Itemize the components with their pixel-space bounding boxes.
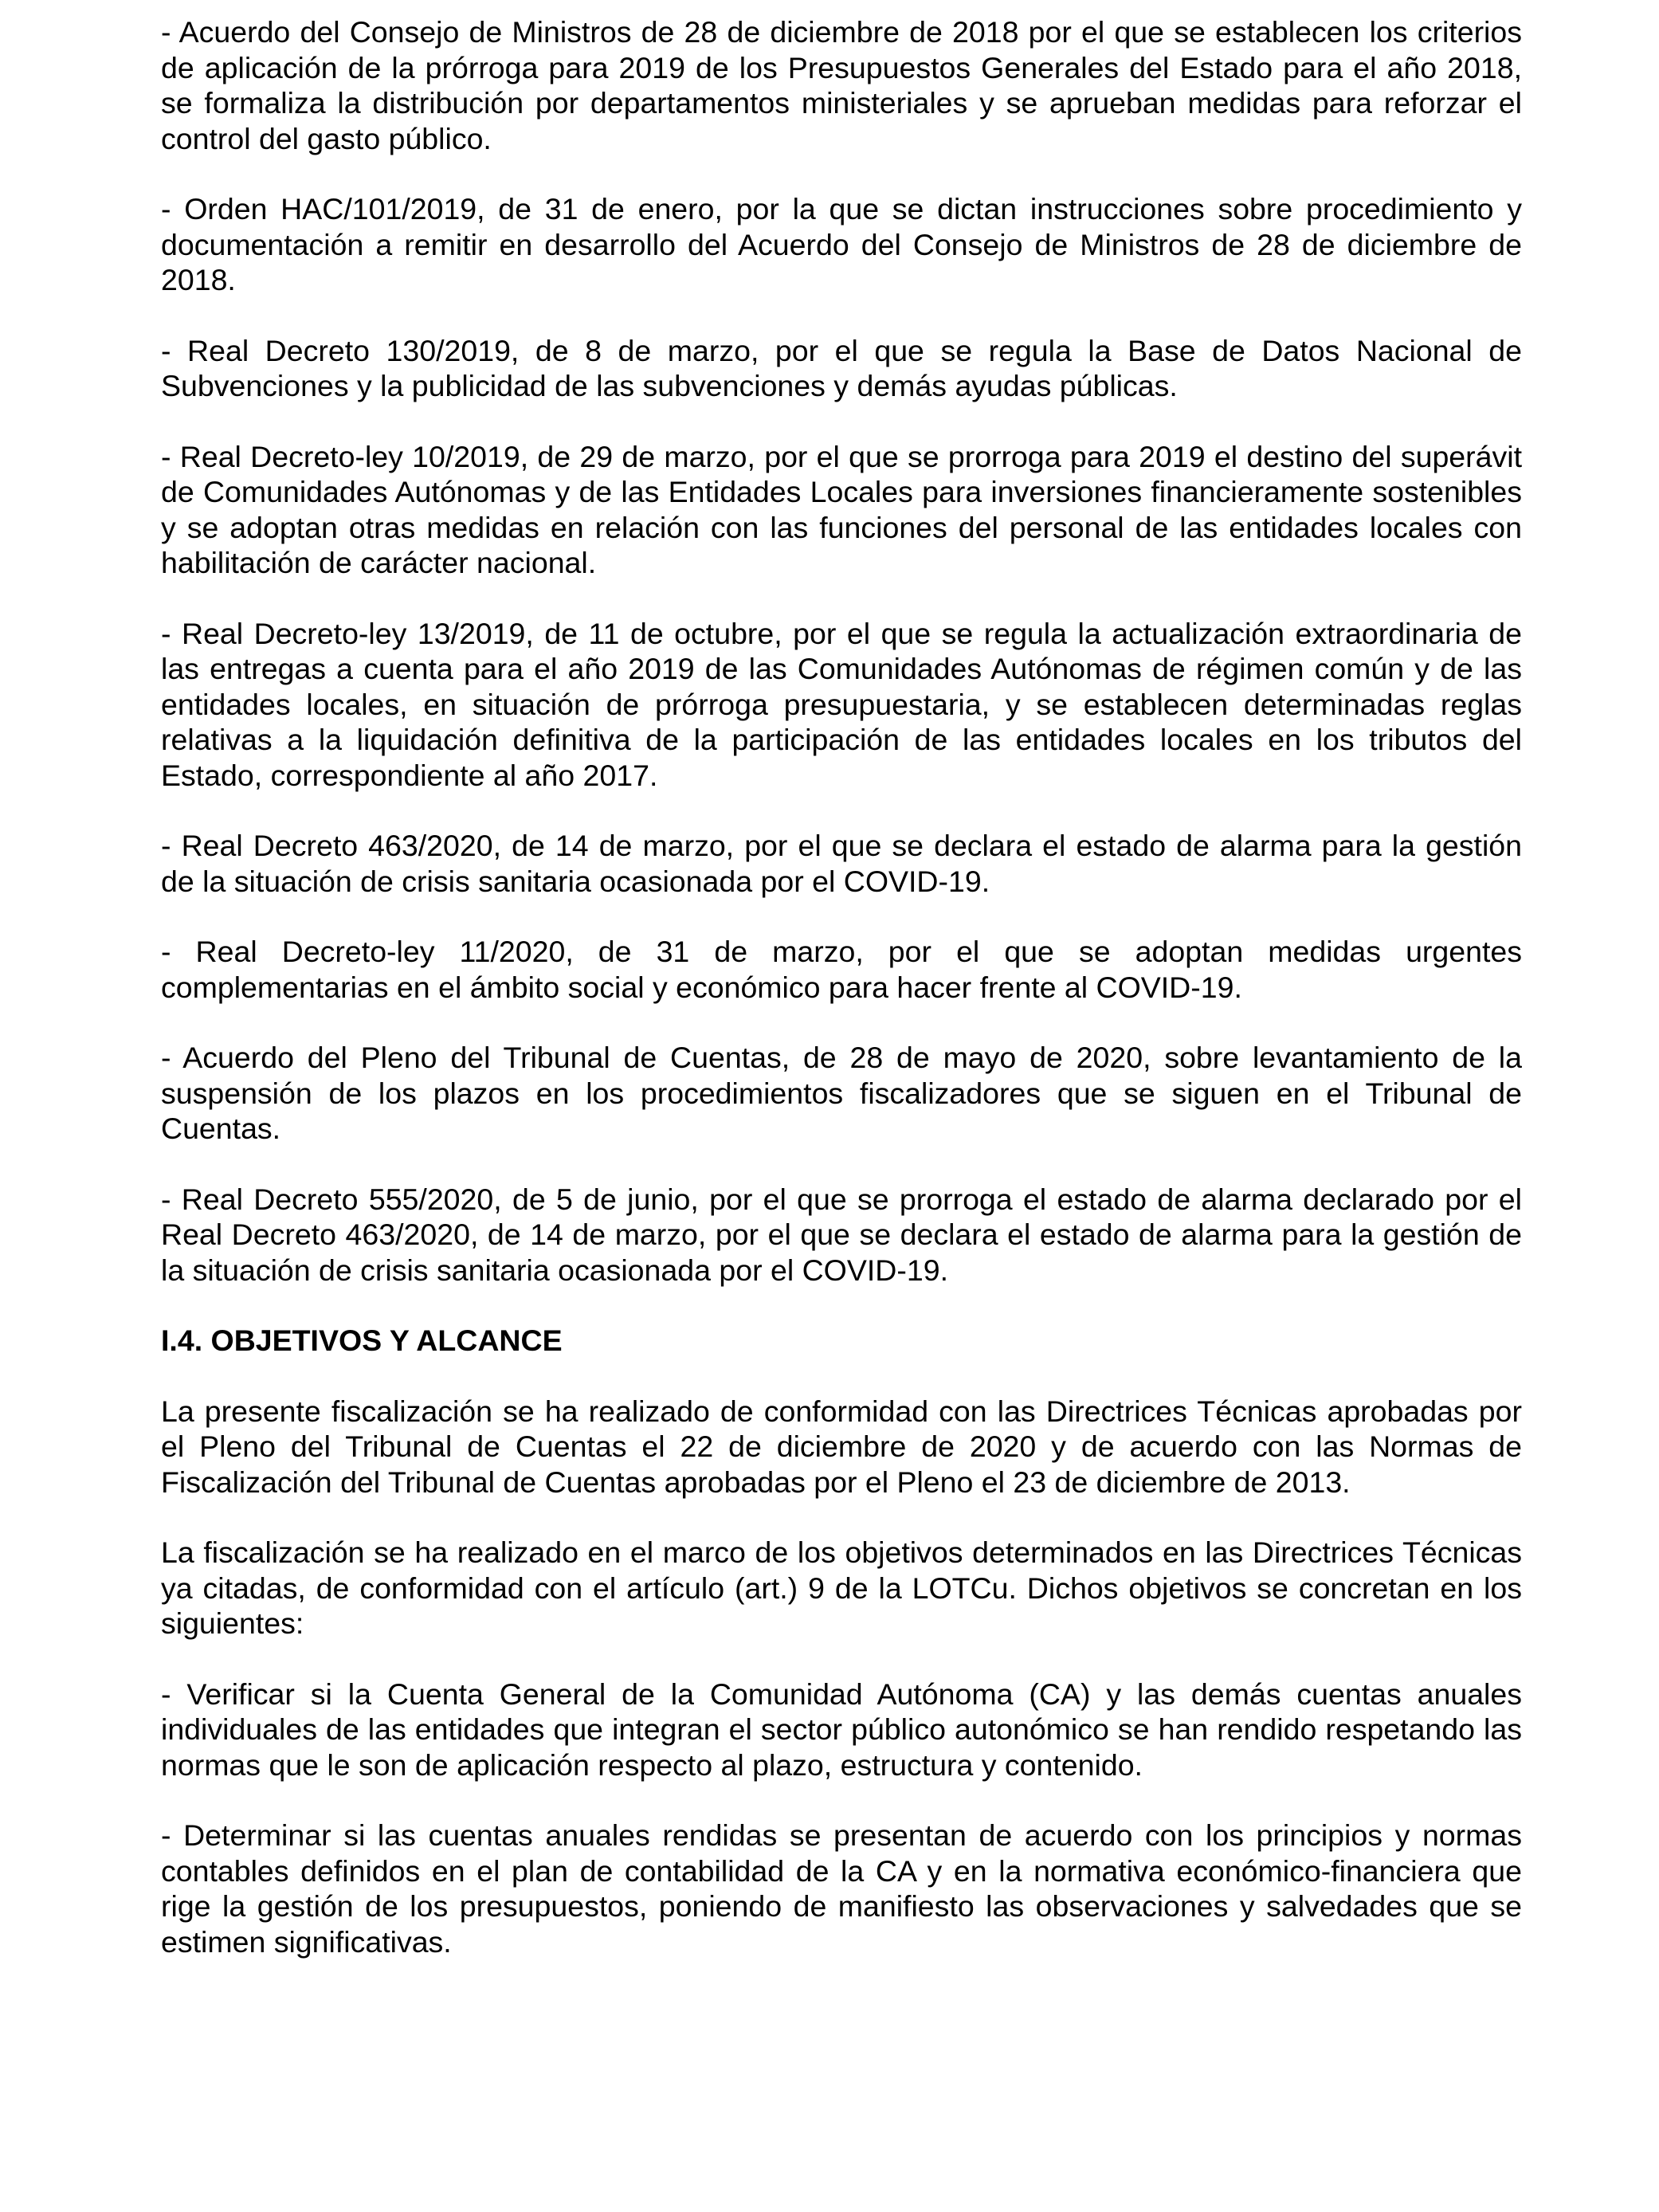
- objective-item: - Determinar si las cuentas anuales rendidas se presentan de acuerdo con los principios y normas contables definidos en el plan de contabilidad de la CA y en la normativa económico-financiera que rige la gestión de los presupuestos, poniendo de manifiesto las observaciones y salvedades que se estimen significativas.: [161, 1818, 1522, 1959]
- legislation-item: - Real Decreto 463/2020, de 14 de marzo, por el que se declara el estado de alarma para la gestión de la situación de crisis sanitaria ocasionada por el COVID-19.: [161, 829, 1522, 898]
- legislation-item: - Orden HAC/101/2019, de 31 de enero, por la que se dictan instrucciones sobre procedimiento y documentación a remitir en desarrollo del Acuerdo del Consejo de Ministros de 28 de diciembre de 2018.: [161, 192, 1522, 296]
- legislation-item: - Acuerdo del Pleno del Tribunal de Cuentas, de 28 de mayo de 2020, sobre levantamiento de la suspensión de los plazos en los procedimientos fiscalizadores que se siguen en el Tribunal de Cuentas.: [161, 1041, 1522, 1145]
- document-page: [161, 14, 1522, 1994]
- legislation-item: - Real Decreto 130/2019, de 8 de marzo, por el que se regula la Base de Datos Nacional de Subvenciones y la publicidad de las subvenciones y demás ayudas públicas.: [161, 333, 1522, 402]
- legislation-item: - Acuerdo del Consejo de Ministros de 28 de diciembre de 2018 por el que se establecen los criterios de aplicación de la prórroga para 2019 de los Presupuestos Generales del Estado para el año 2018, se formaliza la distribución por departamentos ministeriales y se aprueban medidas para reforzar el control del gasto público.: [161, 15, 1522, 155]
- legislation-item: - Real Decreto-ley 13/2019, de 11 de octubre, por el que se regula la actualización extraordinaria de las entregas a cuenta para el año 2019 de las Comunidades Autónomas de régimen común y de las entidades locales, en situación de prórroga presupuestaria, y se establecen determinadas reglas relativas a la liquidación definitiva de la participación de las entidades locales en los tributos del Estado, correspondiente al año 2017.: [161, 616, 1522, 792]
- section-heading: I.4. OBJETIVOS Y ALCANCE: [161, 1324, 563, 1357]
- legislation-item: - Real Decreto 555/2020, de 5 de junio, por el que se prorroga el estado de alarma declarado por el Real Decreto 463/2020, de 14 de marzo, por el que se declara el estado de alarma para la gestión de la situación de crisis sanitaria ocasionada por el COVID-19.: [161, 1182, 1522, 1287]
- legislation-item: - Real Decreto-ley 11/2020, de 31 de marzo, por el que se adoptan medidas urgentes complementarias en el ámbito social y económico para hacer frente al COVID-19.: [161, 935, 1522, 1004]
- section-paragraph: La presente fiscalización se ha realizado de conformidad con las Directrices Técnicas aprobadas por el Pleno del Tribunal de Cuentas el 22 de diciembre de 2020 y de acuerdo con las Normas de Fiscalización del Tribunal de Cuentas aprobadas por el Pleno el 23 de diciembre de 2013.: [161, 1394, 1522, 1499]
- section-paragraph: La fiscalización se ha realizado en el marco de los objetivos determinados en las Directrices Técnicas ya citadas, de conformidad con el artículo (art.) 9 de la LOTCu. Dichos objetivos se concretan en los siguientes:: [161, 1535, 1522, 1640]
- objective-item: - Verificar si la Cuenta General de la Comunidad Autónoma (CA) y las demás cuentas anuales individuales de las entidades que integran el sector público autonómico se han rendido respetando las normas que le son de aplicación respecto al plazo, estructura y contenido.: [161, 1677, 1522, 1782]
- legislation-item: - Real Decreto-ley 10/2019, de 29 de marzo, por el que se prorroga para 2019 el destino del superávit de Comunidades Autónomas y de las Entidades Locales para inversiones financieramente sostenibles y se adoptan otras medidas en relación con las funciones del personal de las entidades locales con habilitación de carácter nacional.: [161, 439, 1522, 579]
